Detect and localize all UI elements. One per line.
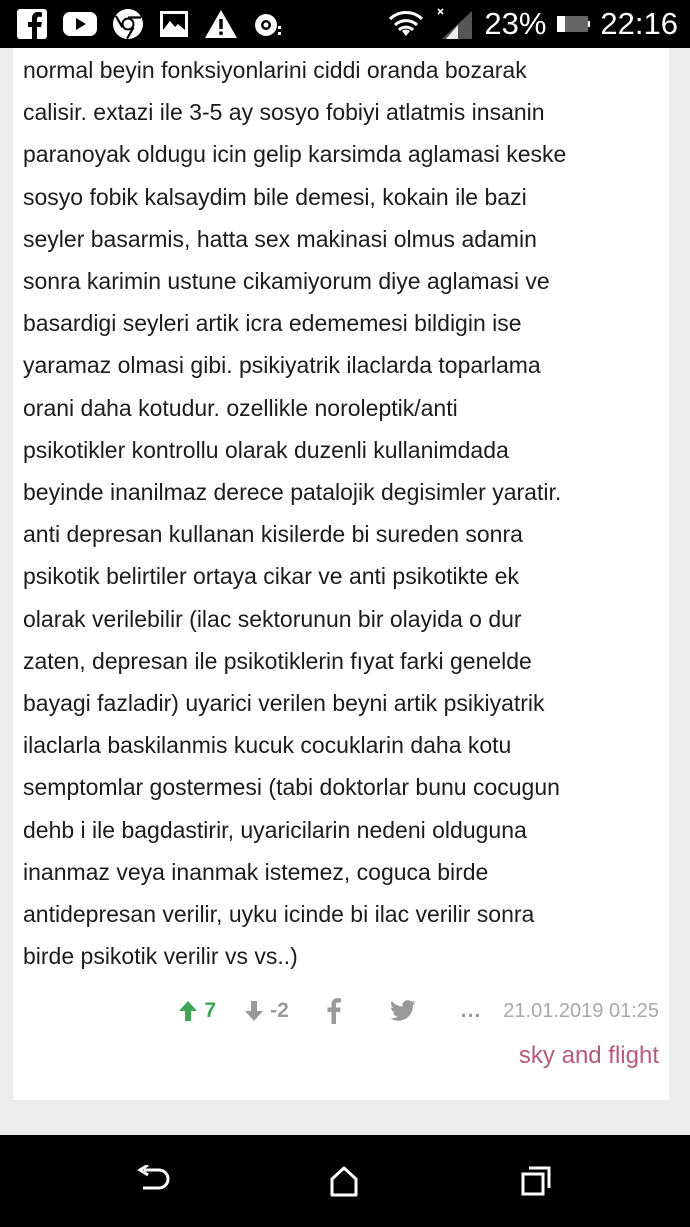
upvote-button[interactable] — [178, 999, 216, 1023]
home-button[interactable] — [322, 1161, 366, 1201]
entry-line: zaten, depresan ile psikotiklerin fıyat farki genelde — [23, 647, 532, 674]
facebook-icon — [16, 8, 48, 40]
facebook-share-button[interactable] — [323, 998, 345, 1024]
entry-line: psikotik belirtiler ortaya cikar ve anti psikotikte ek — [23, 563, 519, 590]
entry-line: yaramaz olmasi gibi. psikiyatrik ilaclarda toparlama — [23, 352, 541, 379]
entry-line: bayagi fazladir) uyarici verilen beyni artik psikiyatrik — [23, 690, 545, 717]
entry-line: beyinde inanilmaz derece patalojik degisimler yaratir. — [23, 479, 562, 506]
more-options-button[interactable]: ... — [460, 999, 482, 1022]
navigation-bar — [0, 1135, 690, 1227]
entry-author[interactable]: sky and flight — [518, 1042, 659, 1069]
twitter-icon — [390, 1000, 416, 1022]
entry-footer — [13, 988, 659, 1034]
home-icon — [328, 1165, 360, 1197]
recents-icon — [520, 1165, 552, 1197]
wifi-icon — [386, 8, 426, 40]
entry-line: sosyo fobik kalsaydim bile demesi, kokain ile bazi — [23, 183, 527, 210]
entry-line: orani daha kotudur. ozellikle noroleptik/anti — [23, 394, 458, 421]
downvote-count: -2 — [270, 999, 289, 1022]
entry-line: calisir. extazi ile 3-5 ay sosyo fobiyi atlatmis insanin — [23, 99, 545, 126]
gallery-icon — [158, 8, 190, 40]
entry-date[interactable]: 21.01.2019 01:25 — [503, 999, 659, 1022]
entry-line: seyler basarmis, hatta sex makinasi olmus adamin — [23, 225, 537, 252]
entry-card — [13, 48, 669, 1100]
downvote-button[interactable] — [244, 999, 289, 1023]
entry-line: psikotikler kontrollu olarak duzenli kullanimdada — [23, 436, 509, 463]
signal-icon — [436, 7, 474, 41]
entry-line: normal beyin fonksiyonlarini ciddi oranda bozarak — [23, 57, 527, 83]
entry-line: ilaclarla baskilanmis kucuk cocuklarin daha kotu — [23, 732, 512, 759]
back-button[interactable] — [131, 1161, 175, 1201]
entry-line: antidepresan verilir, uyku icinde bi ilac verilir sonra — [23, 901, 535, 928]
recents-button[interactable] — [514, 1161, 558, 1201]
chrome-icon — [112, 8, 144, 40]
entry-line: dehb i ile bagdastirir, uyaricilarin nedeni olduguna — [23, 816, 527, 843]
entry-line: basardigi seyleri artik icra edememesi bildigin ise — [23, 310, 522, 337]
notification-icons — [16, 7, 286, 41]
entry-line: paranoyak oldugu icin gelip karsimda aglamasi keske — [23, 141, 567, 168]
system-status — [386, 0, 678, 48]
back-icon — [135, 1165, 171, 1197]
sync-icon — [252, 8, 286, 40]
arrow-up-icon — [178, 1000, 198, 1022]
entry-line: inanmaz veya inanmak istemez, coguca birde — [23, 858, 489, 885]
entry-line: anti depresan kullanan kisilerde bi sureden sonra — [23, 521, 523, 548]
twitter-share-button[interactable] — [389, 998, 417, 1024]
battery-percent: 23% — [484, 6, 547, 41]
entry-line: olarak verilebilir (ilac sektorunun bir olayida o dur — [23, 605, 522, 632]
upvote-count: 7 — [204, 999, 217, 1022]
battery-icon — [556, 13, 590, 35]
entry-line: semptomlar gostermesi (tabi doktorlar bunu cocugun — [23, 774, 560, 801]
entry-line: birde psikotik verilir vs vs..) — [23, 943, 298, 970]
status-bar — [0, 0, 690, 48]
clock: 22:16 — [600, 6, 678, 41]
entry-line: sonra karimin ustune cikamiyorum diye aglamasi ve — [23, 268, 550, 295]
facebook-icon — [327, 998, 341, 1024]
arrow-down-icon — [244, 1000, 264, 1022]
warning-icon — [204, 8, 238, 40]
youtube-icon — [62, 8, 98, 40]
entry-body — [23, 48, 663, 977]
